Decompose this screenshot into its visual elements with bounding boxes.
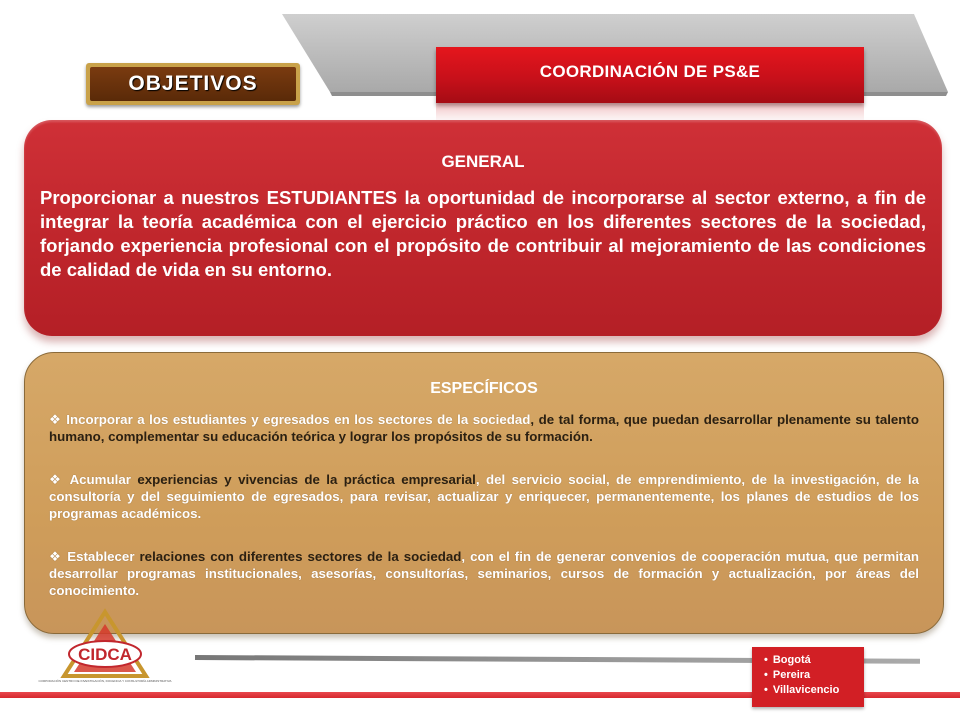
item-lead: Incorporar a los estudiantes y egresados en los sectores de la sociedad: [66, 412, 531, 427]
item-rest: , con el fin de generar convenios de cooperación mutua, que permitan desarrollar programas institucionales, asesorías, consultorías, seminarios, cursos de formación y actualización, por áreas del conocimiento.: [49, 549, 920, 598]
coordination-banner: [436, 47, 864, 103]
city-item: • Pereira: [764, 668, 864, 683]
cities-list: [764, 653, 864, 698]
specific-objective-item: [49, 548, 919, 599]
objetivos-badge: [86, 63, 300, 105]
item-lead: relaciones con diferentes sectores de la sociedad: [139, 549, 462, 564]
item-pre: Establecer: [67, 549, 140, 564]
item-rest: , de tal forma, que puedan desarrollar plenamente su talento humano, complementar su educación teórica y lograr los propósitos de su formación.: [49, 412, 919, 444]
cities-box: [752, 647, 864, 707]
item-pre: Acumular: [69, 472, 138, 487]
city-item: • Bogotá: [764, 653, 864, 668]
item-lead: experiencias y vivencias de la práctica empresarial: [137, 472, 476, 487]
logo-name: CIDCA: [78, 645, 132, 664]
coordination-title: COORDINACIÓN DE PS&E: [539, 62, 761, 81]
specific-objectives-panel: [24, 352, 944, 634]
logo-tagline: CORPORACIÓN CENTRO DE INVESTIGACIÓN, DOCENCIA Y CONSULTORÍA ADMINISTRATIVA: [38, 679, 172, 683]
specific-objective-item: [49, 411, 919, 445]
objetivos-label: OBJETIVOS: [90, 67, 296, 101]
cidca-logo: [38, 610, 172, 690]
diamond-bullet-icon: ❖: [49, 549, 63, 564]
diamond-bullet-icon: ❖: [49, 472, 64, 487]
diamond-bullet-icon: ❖: [49, 412, 62, 427]
city-item: • Villavicencio: [764, 683, 864, 698]
item-rest: , del servicio social, de emprendimiento, de la investigación, de la consultoría y del seguimiento de egresados, para revisar, actualizar y enriquecer, permanentemente, los planes de estudios de los programas académicos.: [49, 472, 920, 521]
especificos-title: ESPECÍFICOS: [430, 380, 538, 397]
general-objective-text: Proporcionar a nuestros ESTUDIANTES la oportunidad de incorporarse al sector externo, a fin de integrar la teoría académica con el ejercicio práctico en los diferentes sectores de la sociedad, forjando experiencia profesional con el propósito de contribuir al mejoramiento de las condiciones de calidad de vida en su entorno.: [40, 187, 926, 280]
specific-objective-item: [49, 471, 919, 522]
general-objective-panel: [24, 120, 942, 336]
general-title: GENERAL: [441, 152, 525, 171]
